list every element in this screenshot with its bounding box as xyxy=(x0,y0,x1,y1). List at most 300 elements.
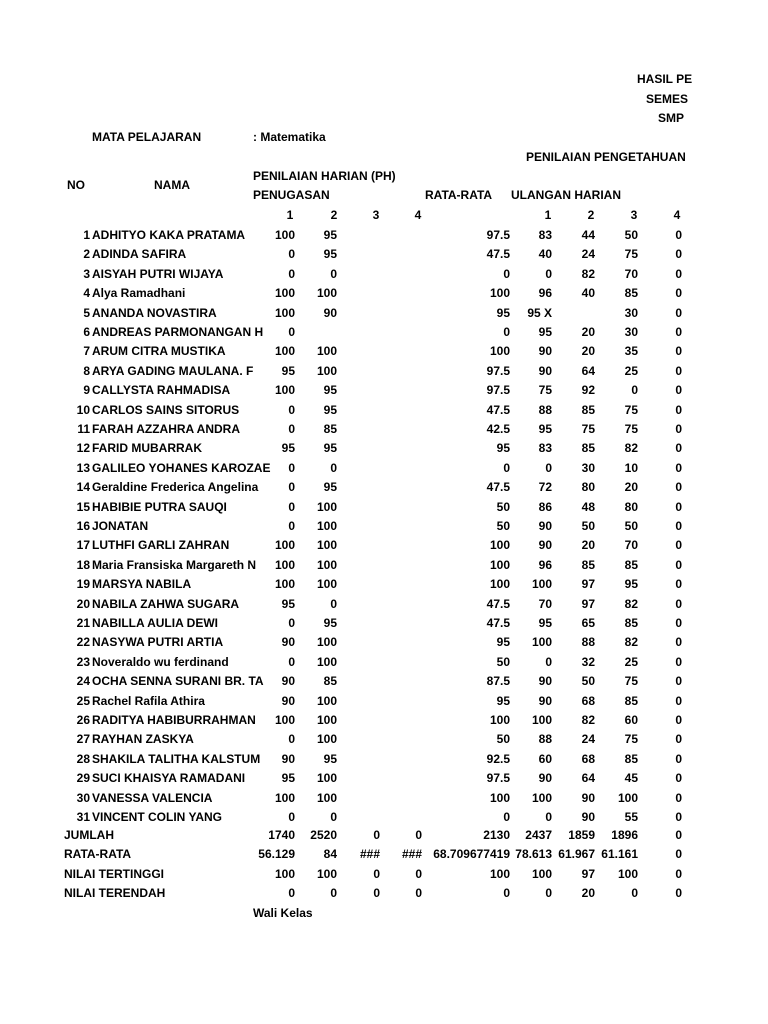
score-cell-p2: 95 xyxy=(323,228,337,242)
score-cell-u2: 97 xyxy=(581,577,595,591)
score-cell-avg: 0 xyxy=(503,810,510,824)
score-cell-p2: 100 xyxy=(316,732,337,746)
score-cell-p1: 0 xyxy=(288,325,295,339)
score-cell-avg: 100 xyxy=(489,791,510,805)
score-cell-avg: 87.5 xyxy=(486,674,510,688)
summary-label: NILAI TERENDAH xyxy=(64,886,166,900)
row-number: 3 xyxy=(83,267,90,281)
score-cell-avg: 0 xyxy=(503,325,510,339)
student-name: OCHA SENNA SURANI BR. TA xyxy=(92,674,264,688)
test-col-2-header: 2 xyxy=(587,208,595,222)
score-cell-u2: 88 xyxy=(581,635,595,649)
row-number: 6 xyxy=(83,325,90,339)
report-title-line1: HASIL PE xyxy=(637,72,693,86)
score-cell-u3: 50 xyxy=(624,228,638,242)
score-cell-avg: 100 xyxy=(489,713,510,727)
score-cell-p1: 100 xyxy=(274,383,295,397)
row-number: 4 xyxy=(83,286,90,300)
summary-cell-p2: 0 xyxy=(330,886,337,900)
score-cell-u3: 25 xyxy=(624,364,638,378)
average-heading: RATA-RATA xyxy=(425,188,493,202)
row-number: 14 xyxy=(76,480,90,494)
student-name: MARSYA NABILA xyxy=(92,577,192,591)
summary-cell-p1: 100 xyxy=(274,867,295,881)
score-cell-u1: 0 xyxy=(545,810,552,824)
score-cell-avg: 47.5 xyxy=(486,403,510,417)
score-cell-u3: 10 xyxy=(624,461,638,475)
score-cell-avg: 42.5 xyxy=(486,422,510,436)
score-cell-u2: 20 xyxy=(581,325,595,339)
score-cell-u1: 100 xyxy=(531,791,552,805)
score-cell-p1: 90 xyxy=(281,752,295,766)
score-cell-avg: 47.5 xyxy=(486,616,510,630)
summary-label: NILAI TERTINGGI xyxy=(64,867,164,881)
score-cell-u4: 0 xyxy=(675,616,682,630)
score-cell-avg: 47.5 xyxy=(486,597,510,611)
score-cell-u2: 50 xyxy=(581,674,595,688)
score-cell-u4: 0 xyxy=(675,674,682,688)
summary-cell-p4: 0 xyxy=(415,867,422,881)
daily-test-heading: ULANGAN HARIAN xyxy=(511,188,621,202)
score-cell-p2: 100 xyxy=(316,364,337,378)
score-cell-u4: 0 xyxy=(675,771,682,785)
row-number: 9 xyxy=(83,383,90,397)
student-name: NASYWA PUTRI ARTIA xyxy=(92,635,224,649)
score-cell-avg: 97.5 xyxy=(486,771,510,785)
score-cell-u2: 85 xyxy=(581,441,595,455)
score-cell-p1: 95 xyxy=(281,441,295,455)
score-cell-u4: 0 xyxy=(675,422,682,436)
score-cell-u4: 0 xyxy=(675,403,682,417)
score-cell-u3: 50 xyxy=(624,519,638,533)
score-cell-u2: 64 xyxy=(581,364,595,378)
score-cell-avg: 50 xyxy=(496,732,510,746)
score-cell-u2: 30 xyxy=(581,461,595,475)
summary-cell-u3: 0 xyxy=(631,886,638,900)
score-cell-p1: 0 xyxy=(288,519,295,533)
student-name: NABILA ZAHWA SUGARA xyxy=(92,597,240,611)
score-cell-u3: 80 xyxy=(624,500,638,514)
score-cell-avg: 100 xyxy=(489,577,510,591)
row-number: 21 xyxy=(76,616,90,630)
summary-cell-p1: 56.129 xyxy=(258,847,295,861)
score-cell-p1: 0 xyxy=(288,247,295,261)
score-cell-avg: 50 xyxy=(496,500,510,514)
score-cell-u4: 0 xyxy=(675,306,682,320)
score-cell-u4: 0 xyxy=(675,635,682,649)
score-cell-p1: 100 xyxy=(274,791,295,805)
summary-cell-p4: 0 xyxy=(415,886,422,900)
score-cell-p1: 90 xyxy=(281,674,295,688)
score-cell-p2: 95 xyxy=(323,752,337,766)
score-cell-u3: 85 xyxy=(624,752,638,766)
score-cell-u3: 0 xyxy=(631,383,638,397)
score-cell-u3: 85 xyxy=(624,694,638,708)
student-name: RADITYA HABIBURRAHMAN xyxy=(92,713,256,727)
row-number: 17 xyxy=(76,538,90,552)
score-cell-u3: 75 xyxy=(624,732,638,746)
score-cell-u4: 0 xyxy=(675,500,682,514)
score-cell-avg: 97.5 xyxy=(486,383,510,397)
score-cell-p2: 100 xyxy=(316,771,337,785)
score-cell-u1: 95 xyxy=(538,422,552,436)
summary-cell-avg: 100 xyxy=(489,867,510,881)
daily-assessment-heading: PENILAIAN HARIAN (PH) xyxy=(253,169,396,183)
summary-cell-u4: 0 xyxy=(675,847,682,861)
student-name: VINCENT COLIN YANG xyxy=(92,810,223,824)
score-cell-avg: 92.5 xyxy=(486,752,510,766)
score-cell-p2: 100 xyxy=(316,713,337,727)
score-cell-p1: 100 xyxy=(274,228,295,242)
score-cell-p2: 100 xyxy=(316,500,337,514)
score-cell-p2: 100 xyxy=(316,655,337,669)
score-cell-u2: 68 xyxy=(581,752,595,766)
summary-cell-avg: 0 xyxy=(503,886,510,900)
score-cell-u2: 68 xyxy=(581,694,595,708)
student-name: ARUM CITRA MUSTIKA xyxy=(92,344,226,358)
score-cell-p1: 100 xyxy=(274,306,295,320)
row-number: 28 xyxy=(76,752,90,766)
score-cell-u2: 24 xyxy=(581,247,595,261)
score-cell-u4: 0 xyxy=(675,810,682,824)
student-name: HABIBIE PUTRA SAUQI xyxy=(92,500,227,514)
score-cell-p1: 0 xyxy=(288,422,295,436)
score-cell-u3: 30 xyxy=(624,306,638,320)
assignment-col-3-header: 3 xyxy=(372,208,380,222)
score-cell-u2: 48 xyxy=(581,500,595,514)
summary-label: RATA-RATA xyxy=(64,847,132,861)
test-col-3-header: 3 xyxy=(630,208,638,222)
score-cell-avg: 100 xyxy=(489,344,510,358)
score-cell-u3: 75 xyxy=(624,674,638,688)
name-column-header: NAMA xyxy=(154,178,190,192)
student-name: ARYA GADING MAULANA. F xyxy=(92,364,254,378)
score-cell-u1: 100 xyxy=(531,577,552,591)
score-cell-p2: 100 xyxy=(316,635,337,649)
score-cell-u2: 24 xyxy=(581,732,595,746)
subject-value: : Matematika xyxy=(253,130,326,144)
summary-cell-u3: 1896 xyxy=(611,828,638,842)
student-name: ADHITYO KAKA PRATAMA xyxy=(92,228,246,242)
score-cell-u2: 20 xyxy=(581,538,595,552)
summary-cell-u3: 100 xyxy=(617,867,638,881)
score-cell-u4: 0 xyxy=(675,286,682,300)
assignment-col-2-header: 2 xyxy=(330,208,338,222)
summary-cell-u2: 97 xyxy=(581,867,595,881)
score-cell-avg: 95 xyxy=(496,441,510,455)
score-cell-u1: 0 xyxy=(545,655,552,669)
score-cell-u1: 90 xyxy=(538,364,552,378)
score-cell-p2: 95 xyxy=(323,480,337,494)
score-cell-p1: 0 xyxy=(288,732,295,746)
student-name: CARLOS SAINS SITORUS xyxy=(92,403,240,417)
summary-cell-u1: 2437 xyxy=(525,828,552,842)
score-cell-p2: 100 xyxy=(316,538,337,552)
row-number: 25 xyxy=(76,694,90,708)
score-cell-u2: 85 xyxy=(581,558,595,572)
score-cell-u3: 75 xyxy=(624,247,638,261)
score-cell-u2: 97 xyxy=(581,597,595,611)
student-name: Rachel Rafila Athira xyxy=(92,694,205,708)
score-cell-p2: 95 xyxy=(323,403,337,417)
score-cell-p1: 90 xyxy=(281,635,295,649)
summary-cell-u1: 78.613 xyxy=(515,847,552,861)
summary-label: JUMLAH xyxy=(64,828,114,842)
score-cell-u3: 95 xyxy=(624,577,638,591)
score-cell-u1: 75 xyxy=(538,383,552,397)
score-cell-avg: 47.5 xyxy=(486,247,510,261)
score-cell-p1: 100 xyxy=(274,558,295,572)
test-col-1-header: 1 xyxy=(544,208,552,222)
score-cell-avg: 95 xyxy=(496,306,510,320)
score-cell-u2: 44 xyxy=(581,228,595,242)
student-name: ANANDA NOVASTIRA xyxy=(92,306,217,320)
student-name: Maria Fransiska Margareth N xyxy=(92,558,257,572)
score-cell-u2: 85 xyxy=(581,403,595,417)
score-cell-u1: 83 xyxy=(538,441,552,455)
score-cell-u4: 0 xyxy=(675,577,682,591)
score-cell-u1: 96 xyxy=(538,286,552,300)
row-number: 22 xyxy=(76,635,90,649)
score-cell-u2: 92 xyxy=(581,383,595,397)
report-title-line2: SEMES xyxy=(646,92,689,106)
row-number: 16 xyxy=(76,519,90,533)
score-cell-p2: 95 xyxy=(323,247,337,261)
score-cell-u2: 80 xyxy=(581,480,595,494)
summary-cell-p2: 84 xyxy=(323,847,337,861)
score-cell-avg: 47.5 xyxy=(486,480,510,494)
score-cell-u3: 82 xyxy=(624,597,638,611)
score-cell-p2: 0 xyxy=(330,461,337,475)
row-number: 27 xyxy=(76,732,90,746)
score-cell-u1: 90 xyxy=(538,694,552,708)
score-cell-u4: 0 xyxy=(675,364,682,378)
summary-cell-u3: 61.161 xyxy=(601,847,638,861)
knowledge-heading: PENILAIAN PENGETAHUAN xyxy=(526,150,686,164)
score-cell-p2: 0 xyxy=(330,597,337,611)
score-cell-u2: 82 xyxy=(581,713,595,727)
summary-cell-p3: ### xyxy=(359,847,380,861)
score-cell-u1: 0 xyxy=(545,461,552,475)
score-cell-avg: 0 xyxy=(503,461,510,475)
score-cell-u3: 70 xyxy=(624,267,638,281)
score-cell-u4: 0 xyxy=(675,558,682,572)
score-cell-u3: 45 xyxy=(624,771,638,785)
score-cell-u2: 65 xyxy=(581,616,595,630)
row-number: 23 xyxy=(76,655,90,669)
score-cell-u1: 100 xyxy=(531,635,552,649)
score-cell-u1: 88 xyxy=(538,403,552,417)
score-cell-u4: 0 xyxy=(675,752,682,766)
row-number: 12 xyxy=(76,441,90,455)
student-name: LUTHFI GARLI ZAHRAN xyxy=(92,538,230,552)
score-cell-u4: 0 xyxy=(675,480,682,494)
student-name: Noveraldo wu ferdinand xyxy=(92,655,229,669)
assignment-col-4-header: 4 xyxy=(414,208,422,222)
score-cell-p1: 0 xyxy=(288,403,295,417)
score-cell-u4: 0 xyxy=(675,267,682,281)
score-cell-u2: 40 xyxy=(581,286,595,300)
row-number: 24 xyxy=(76,674,90,688)
summary-cell-p1: 0 xyxy=(288,886,295,900)
score-cell-u2: 90 xyxy=(581,791,595,805)
summary-cell-u1: 100 xyxy=(531,867,552,881)
score-cell-p1: 95 xyxy=(281,771,295,785)
row-number: 7 xyxy=(83,344,90,358)
student-name: NABILLA AULIA DEWI xyxy=(92,616,218,630)
test-col-4-header: 4 xyxy=(673,208,681,222)
score-cell-u3: 25 xyxy=(624,655,638,669)
row-number: 2 xyxy=(83,247,90,261)
score-cell-u4: 0 xyxy=(675,461,682,475)
score-cell-u3: 70 xyxy=(624,538,638,552)
score-cell-u4: 0 xyxy=(675,694,682,708)
student-name: FARAH AZZAHRA ANDRA xyxy=(92,422,240,436)
score-cell-u4: 0 xyxy=(675,344,682,358)
score-cell-p1: 0 xyxy=(288,810,295,824)
score-cell-p1: 0 xyxy=(288,267,295,281)
summary-cell-p4: 0 xyxy=(415,828,422,842)
score-cell-p2: 95 xyxy=(323,616,337,630)
score-cell-avg: 50 xyxy=(496,519,510,533)
row-number: 10 xyxy=(76,403,90,417)
summary-cell-p2: 100 xyxy=(316,867,337,881)
score-cell-u1: 60 xyxy=(538,752,552,766)
summary-cell-u1: 0 xyxy=(545,886,552,900)
summary-cell-u4: 0 xyxy=(675,867,682,881)
score-cell-u2: 50 xyxy=(581,519,595,533)
row-number: 11 xyxy=(77,422,90,436)
score-cell-u4: 0 xyxy=(675,519,682,533)
score-cell-u2: 82 xyxy=(581,267,595,281)
score-cell-p2: 100 xyxy=(316,577,337,591)
score-cell-p1: 100 xyxy=(274,344,295,358)
score-cell-u2: 20 xyxy=(581,344,595,358)
summary-cell-avg: 68.709677419 xyxy=(433,847,510,861)
score-cell-u1: 90 xyxy=(538,771,552,785)
score-cell-p1: 0 xyxy=(288,461,295,475)
score-cell-p2: 95 xyxy=(323,383,337,397)
summary-cell-u4: 0 xyxy=(675,828,682,842)
report-title-line3: SMP xyxy=(658,111,685,125)
score-cell-u3: 85 xyxy=(624,558,638,572)
score-cell-u3: 82 xyxy=(624,441,638,455)
score-cell-p1: 0 xyxy=(288,655,295,669)
score-cell-avg: 50 xyxy=(496,655,510,669)
score-cell-u3: 100 xyxy=(617,791,638,805)
score-cell-p1: 100 xyxy=(274,713,295,727)
row-number: 19 xyxy=(76,577,90,591)
summary-cell-u2: 1859 xyxy=(568,828,595,842)
row-number: 15 xyxy=(76,500,90,514)
score-cell-u4: 0 xyxy=(675,713,682,727)
row-number: 20 xyxy=(76,597,90,611)
score-cell-p1: 0 xyxy=(288,616,295,630)
student-name: ANDREAS PARMONANGAN H xyxy=(92,325,264,339)
score-cell-u1: 70 xyxy=(538,597,552,611)
score-cell-u1: 90 xyxy=(538,674,552,688)
homeroom-teacher-label: Wali Kelas xyxy=(253,906,313,920)
score-cell-p2: 100 xyxy=(316,519,337,533)
summary-cell-p4: ### xyxy=(401,847,422,861)
score-cell-u1: 90 xyxy=(538,344,552,358)
student-name: RAYHAN ZASKYA xyxy=(92,732,194,746)
summary-cell-p3: 0 xyxy=(373,886,380,900)
score-cell-avg: 97.5 xyxy=(486,364,510,378)
score-cell-u2: 32 xyxy=(581,655,595,669)
score-cell-u1: 95 xyxy=(538,616,552,630)
score-cell-p1: 100 xyxy=(274,577,295,591)
score-cell-u3: 85 xyxy=(624,286,638,300)
score-cell-u1: 96 xyxy=(538,558,552,572)
no-column-header: NO xyxy=(67,178,85,192)
score-cell-u4: 0 xyxy=(675,441,682,455)
score-cell-avg: 100 xyxy=(489,558,510,572)
score-cell-p1: 0 xyxy=(288,500,295,514)
row-number: 13 xyxy=(76,461,90,475)
row-number: 5 xyxy=(83,306,90,320)
summary-cell-u2: 20 xyxy=(581,886,595,900)
score-cell-u3: 30 xyxy=(624,325,638,339)
score-cell-u1: 0 xyxy=(545,267,552,281)
score-cell-u2: 64 xyxy=(581,771,595,785)
subject-label: MATA PELAJARAN xyxy=(92,130,202,144)
score-cell-p1: 100 xyxy=(274,286,295,300)
score-cell-u1: 83 xyxy=(538,228,552,242)
score-cell-p2: 85 xyxy=(323,422,337,436)
row-number: 30 xyxy=(76,791,90,805)
score-cell-avg: 95 xyxy=(496,635,510,649)
student-name: SUCI KHAISYA RAMADANI xyxy=(92,771,246,785)
student-name: ADINDA SAFIRA xyxy=(92,247,187,261)
student-name: AISYAH PUTRI WIJAYA xyxy=(92,267,224,281)
student-name: JONATAN xyxy=(92,519,149,533)
assignment-heading: PENUGASAN xyxy=(253,188,330,202)
score-cell-p2: 85 xyxy=(323,674,337,688)
summary-cell-p3: 0 xyxy=(373,867,380,881)
score-cell-u4: 0 xyxy=(675,732,682,746)
score-cell-p2: 100 xyxy=(316,558,337,572)
score-cell-u1: 100 xyxy=(531,713,552,727)
row-number: 1 xyxy=(83,228,90,242)
score-cell-p2: 100 xyxy=(316,791,337,805)
score-cell-avg: 100 xyxy=(489,286,510,300)
row-number: 26 xyxy=(76,713,90,727)
student-name: Geraldine Frederica Angelina xyxy=(92,480,259,494)
score-cell-p1: 0 xyxy=(288,480,295,494)
score-cell-avg: 97.5 xyxy=(486,228,510,242)
assignment-col-1-header: 1 xyxy=(286,208,294,222)
student-name: SHAKILA TALITHA KALSTUM xyxy=(92,752,261,766)
score-cell-u4: 0 xyxy=(675,538,682,552)
score-cell-u1: 95 xyxy=(538,325,552,339)
score-cell-u4: 0 xyxy=(675,383,682,397)
score-cell-u1: 72 xyxy=(538,480,552,494)
score-cell-u1: 90 xyxy=(538,519,552,533)
row-number: 18 xyxy=(76,558,90,572)
score-cell-u4: 0 xyxy=(675,228,682,242)
summary-cell-p2: 2520 xyxy=(310,828,337,842)
row-number: 31 xyxy=(76,810,90,824)
summary-cell-u4: 0 xyxy=(675,886,682,900)
student-name: GALILEO YOHANES KAROZAE xyxy=(92,461,271,475)
score-cell-u3: 75 xyxy=(624,422,638,436)
score-cell-p2: 100 xyxy=(316,286,337,300)
score-cell-p1: 100 xyxy=(274,538,295,552)
score-cell-p2: 0 xyxy=(330,267,337,281)
score-cell-u3: 35 xyxy=(624,344,638,358)
student-name: CALLYSTA RAHMADISA xyxy=(92,383,231,397)
